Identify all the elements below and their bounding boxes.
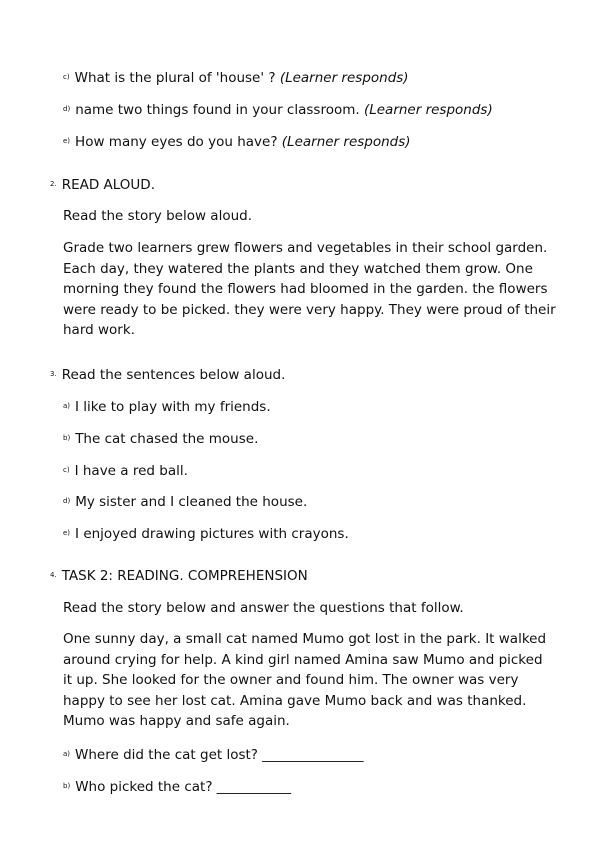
item-marker: b) xyxy=(63,782,71,790)
comprehension-instruction: Read the story below and answer the questions that follow. xyxy=(63,600,464,616)
story-line: around crying for help. A kind girl named Amina saw Mumo and picked xyxy=(63,651,543,668)
sentence-text: I like to play with my friends. xyxy=(75,399,271,415)
item-marker: a) xyxy=(63,402,71,410)
comprehension-question-b xyxy=(63,777,291,797)
item-marker: e) xyxy=(63,137,71,145)
sentence-text: I enjoyed drawing pictures with crayons. xyxy=(75,526,349,542)
read-aloud-instruction: Read the story below aloud. xyxy=(63,208,252,224)
item-marker: c) xyxy=(63,73,70,81)
question-e xyxy=(63,132,411,152)
sentence-e xyxy=(63,524,349,544)
story-line: Grade two learners grew flowers and vegetables in their school garden. xyxy=(63,240,548,256)
learner-responds-note: (Learner responds) xyxy=(363,102,493,118)
item-marker: a) xyxy=(63,750,71,758)
story-line: One sunny day, a small cat named Mumo got lost in the park. It walked xyxy=(63,631,547,647)
story-line: Each day, they watered the plants and they watched them grow. One xyxy=(63,260,533,277)
learner-responds-note: (Learner responds) xyxy=(281,134,411,150)
story-line: happy to see her lost cat. Amina gave Mumo back and was thanked. xyxy=(63,692,527,709)
comprehension-question-a xyxy=(63,745,364,765)
section-number: 3. xyxy=(50,370,57,378)
story-line: it up. She looked for the owner and found him. The owner was very xyxy=(63,672,519,688)
story-line: Mumo was happy and safe again. xyxy=(63,713,290,729)
sentence-c xyxy=(63,461,188,481)
sentence-d xyxy=(63,492,307,512)
learner-responds-note: (Learner responds) xyxy=(279,70,409,86)
story-line: morning they found the flowers had bloomed in the garden. the flowers xyxy=(63,281,548,297)
garden-story xyxy=(63,238,585,341)
sentence-a xyxy=(63,397,271,417)
question-text: What is the plural of 'house' ? xyxy=(74,70,280,86)
section-title: Read the sentences below aloud. xyxy=(61,367,286,383)
question-text: How many eyes do you have? xyxy=(75,134,282,150)
section-title: READ ALOUD. xyxy=(61,177,155,193)
item-marker: c) xyxy=(63,466,70,474)
question-text: Who picked the cat? ___________ xyxy=(75,779,292,795)
section-title: TASK 2: READING. COMPREHENSION xyxy=(61,568,308,584)
section-2-heading xyxy=(50,175,155,195)
question-d xyxy=(63,100,493,120)
item-marker: b) xyxy=(63,434,71,442)
sentence-text: My sister and I cleaned the house. xyxy=(75,494,308,510)
section-number: 4. xyxy=(50,571,57,579)
section-number: 2. xyxy=(50,180,57,188)
story-line: hard work. xyxy=(63,322,135,338)
item-marker: d) xyxy=(63,105,71,113)
question-c xyxy=(63,68,409,88)
item-marker: d) xyxy=(63,497,71,505)
cat-story xyxy=(63,629,585,732)
story-line: were ready to be picked. they were very happy. They were proud of their xyxy=(63,301,556,318)
sentence-b xyxy=(63,429,258,449)
question-text: name two things found in your classroom. xyxy=(75,102,364,118)
item-marker: e) xyxy=(63,529,71,537)
sentence-text: I have a red ball. xyxy=(74,463,188,479)
section-3-heading xyxy=(50,365,285,385)
question-text: Where did the cat get lost? _______________ xyxy=(75,747,364,763)
section-4-heading xyxy=(50,566,308,586)
sentence-text: The cat chased the mouse. xyxy=(75,431,259,447)
